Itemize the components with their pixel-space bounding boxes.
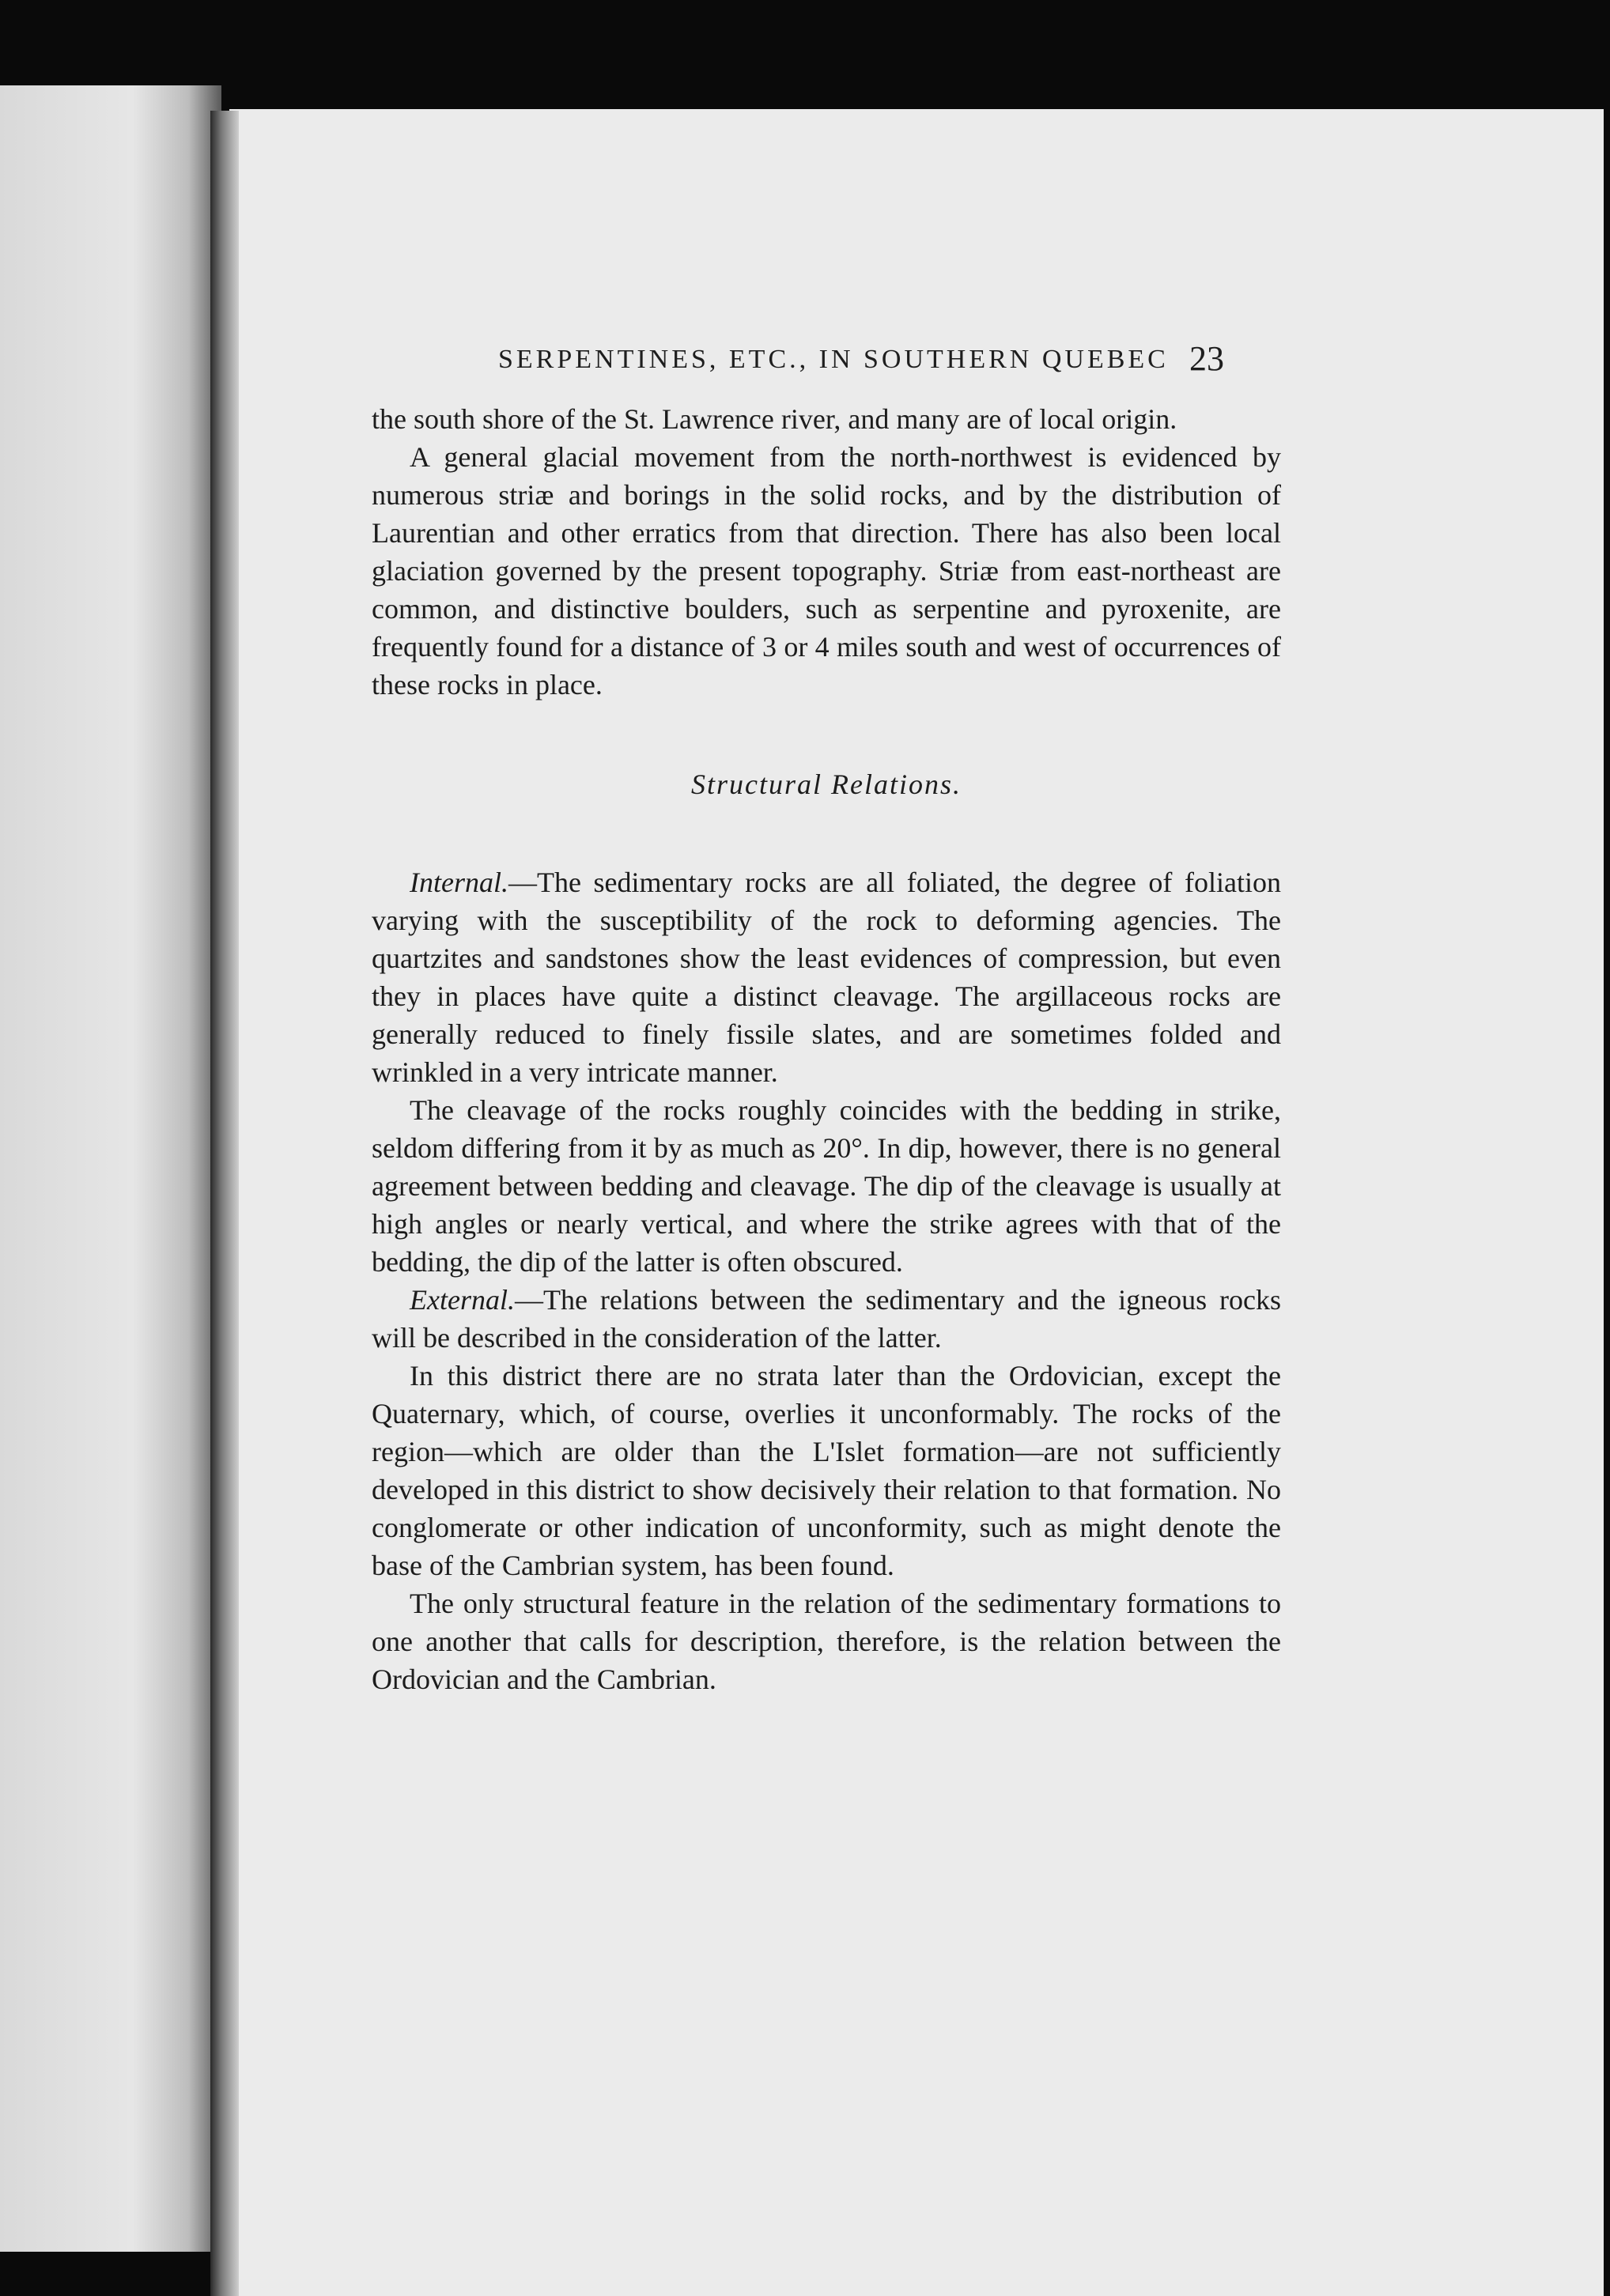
internal-label: Internal. <box>410 867 508 898</box>
paragraph-cleavage: The cleavage of the rocks roughly coincides with the bedding in strike, seldom differing from it by as much as 20°. In dip, however, there is no general agreement between bedding and cleavage. The dip of the cleavage is usually at high angles or nearly vertical, and where the strike agrees with that of the bedding, the dip of the latter is often obscured. <box>372 1094 1281 1278</box>
previous-page-edge <box>0 85 221 2252</box>
paragraph-external <box>372 1281 1281 1357</box>
section-heading: Structural Relations. <box>691 768 962 800</box>
paragraph-continuation: the south shore of the St. Lawrence river, and many are of local origin. <box>372 403 1177 435</box>
page-number: 23 <box>1189 339 1224 378</box>
page-body <box>372 400 1281 1698</box>
internal-text: —The sedimentary rocks are all foliated, the degree of foliation varying with the susceptibility of the rock to deforming agencies. The quartzites and sandstones show the least evidences of compression, but even they in places have quite a distinct cleavage. The argillaceous rocks are generally reduced to finely fissile slates, and are sometimes folded and wrinkled in a very intricate manner. <box>372 867 1281 1088</box>
paragraph-structural: The only structural feature in the relation of the sedimentary formations to one another that calls for description, therefore, is the relation between the Ordovician and the Cambrian. <box>372 1588 1281 1695</box>
external-text: —The relations between the sedimentary and the igneous rocks will be described in the consideration of the latter. <box>372 1284 1281 1354</box>
paragraph-glacial: A general glacial movement from the north-northwest is evidenced by numerous striæ and borings in the solid rocks, and by the distribution of Laurentian and other erratics from that direction. There has also been local glaciation governed by the present topography. Striæ from east-northeast are common, and distinctive boulders, such as serpentine and pyroxenite, are frequently found for a distance of 3 or 4 miles south and west of occurrences of these rocks in place. <box>372 441 1281 701</box>
paragraph-internal <box>372 863 1281 1091</box>
paragraph-district: In this district there are no strata later than the Ordovician, except the Quaternary, which, of course, overlies it unconformably. The rocks of the region—which are older than the L'Islet formation—are not sufficiently developed in this district to show decisively their relation to that formation. No conglomerate or other indication of unconformity, such as might denote the base of the Cambrian system, has been found. <box>372 1360 1281 1581</box>
running-title: SERPENTINES, ETC., IN SOUTHERN QUEBEC <box>498 345 1169 374</box>
external-label: External. <box>410 1284 515 1316</box>
book-gutter <box>210 111 239 2296</box>
